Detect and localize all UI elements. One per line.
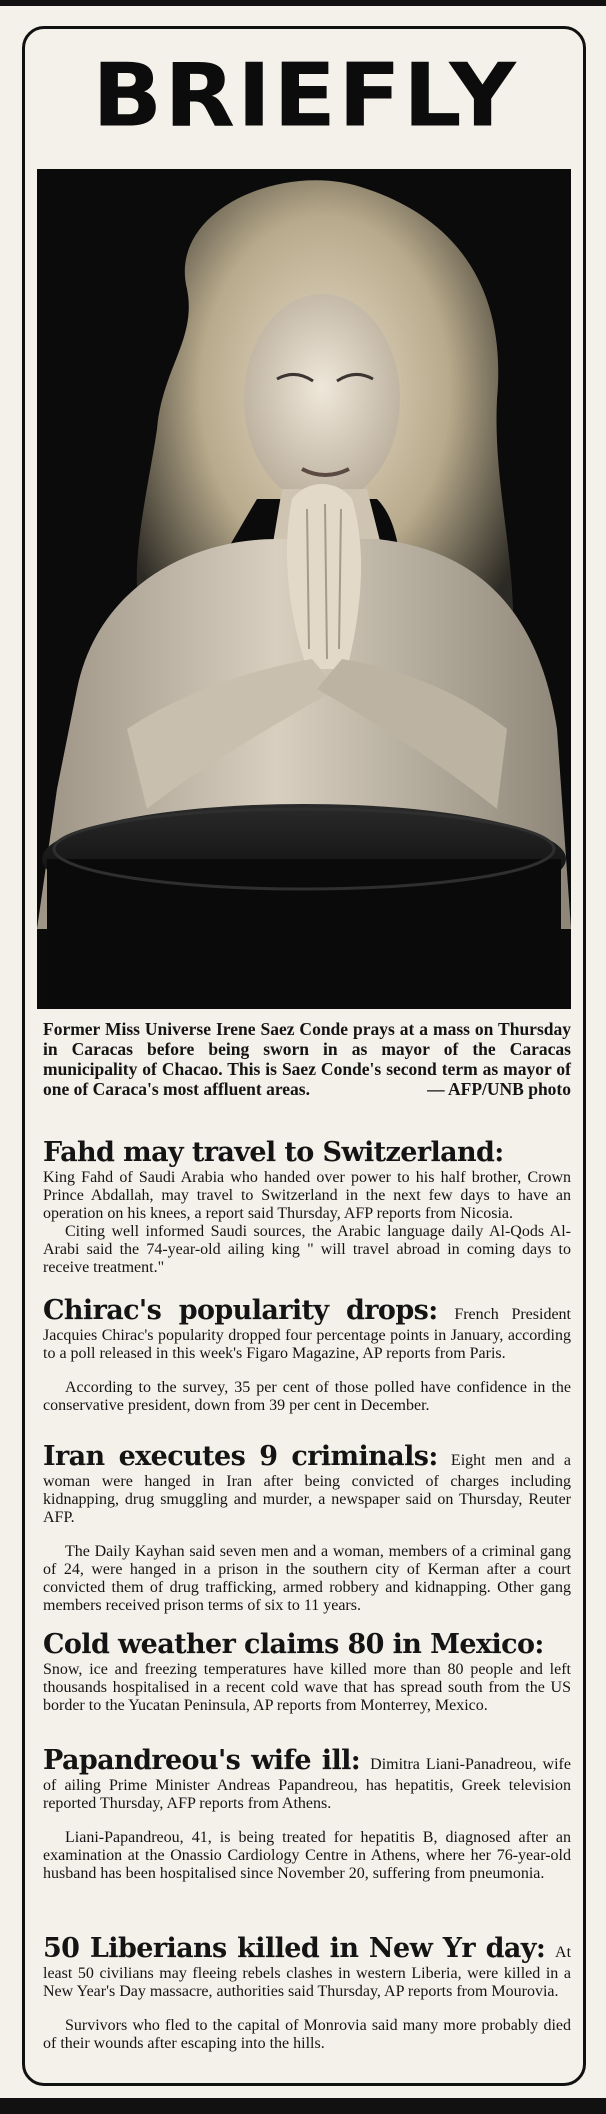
story-headline: Chirac's popularity drops: [43, 1295, 438, 1326]
story-paragraph: Citing well informed Saudi sources, the Arabic language daily Al-Qods Al-Arabi said the 74-year-old ailing king " will travel abroad in coming days to receive treatment." [43, 1223, 571, 1276]
story-lead-text: Dimitra Liani-Panadreou, wife of ailing Prime Minister Andreas Papandreou, has hepatitis, Greek television reported Thursday, AFP reports from Athens. [43, 1756, 571, 1812]
photo-credit: — AFP/UNB photo [427, 1079, 571, 1099]
story-lead-text: At least 50 civilians may fleeing rebels clashes in western Liberia, were killed in a New Year's Day massacre, authorities said Thursday, AP reports from Mourovia. [43, 1944, 572, 2000]
story-lead-text: Eight men and a woman were hanged in Iran after being convicted of charges including kidnapping, drug smuggling and murder, a newspaper said on Thursday, Reuter AFP. [43, 1452, 571, 1526]
story-paragraph: Snow, ice and freezing temperatures have killed more than 80 people and left thousands hospitalised in a recent cold wave that has spread south from the US border to the Yucatan Peninsula, AP reports from Monterrey, Mexico. [43, 1661, 571, 1714]
story-fahd [43, 1137, 571, 1277]
story-headline: Iran executes 9 criminals: [43, 1441, 438, 1472]
story-iran [43, 1441, 571, 1615]
story-liberia [43, 1933, 571, 2053]
masthead [55, 39, 555, 151]
story-papandreou [43, 1745, 571, 1883]
story-headline: Papandreou's wife ill: [43, 1745, 361, 1776]
story-paragraph: King Fahd of Saudi Arabia who handed over power to his half brother, Crown Prince Abdallah, may travel to Switzerland in the next few days to have an operation on his knees, a report said Thursday, AFP reports from Nicosia. [43, 1169, 571, 1222]
story-headline: Cold weather claims 80 in Mexico: [43, 1629, 544, 1660]
story-mexico [43, 1629, 571, 1715]
story-lead-text: French President Jacquies Chirac's popularity dropped four percentage points in January, according to a poll released in this week's Figaro Magazine, AP reports from Paris. [43, 1306, 572, 1362]
caption-text: Former Miss Universe Irene Saez Conde prays at a mass on Thursday in Caracas before being sworn in as mayor of the Caracas municipality of Chacao. This is Saez Conde's second term as mayor of one of Caraca's most affluent areas. [43, 1019, 571, 1099]
story-headline: 50 Liberians killed in New Yr day: [43, 1933, 546, 1964]
bottom-rule [0, 2098, 606, 2114]
story-paragraph: According to the survey, 35 per cent of those polled have confidence in the conservative president, down from 39 per cent in December. [43, 1379, 571, 1414]
story-paragraph: The Daily Kayhan said seven men and a woman, members of a criminal gang of 24, were hanged in a prison in the southern city of Kerman after a court convicted them of drug trafficking, armed robbery and kidnapping. Other gang members received prison terms of six to 11 years. [43, 1543, 571, 1614]
story-paragraph: Survivors who fled to the capital of Monrovia said many more probably died of their wounds after escaping into the hills. [43, 2017, 571, 2052]
story-paragraph: Liani-Papandreou, 41, is being treated for hepatitis B, diagnosed after an examination at the Onassio Cardiology Centre in Athens, where her 76-year-old husband has been hospitalised since November 20, suffering from pneumonia. [43, 1829, 571, 1882]
briefly-box [22, 26, 586, 2086]
story-headline: Fahd may travel to Switzerland: [43, 1137, 504, 1168]
news-photo [37, 169, 571, 1009]
photo-caption [43, 1019, 571, 1099]
masthead-title: BRIEFLY [92, 44, 518, 146]
top-rule [0, 0, 606, 6]
story-chirac [43, 1295, 571, 1415]
photo-illustration [37, 169, 571, 1009]
